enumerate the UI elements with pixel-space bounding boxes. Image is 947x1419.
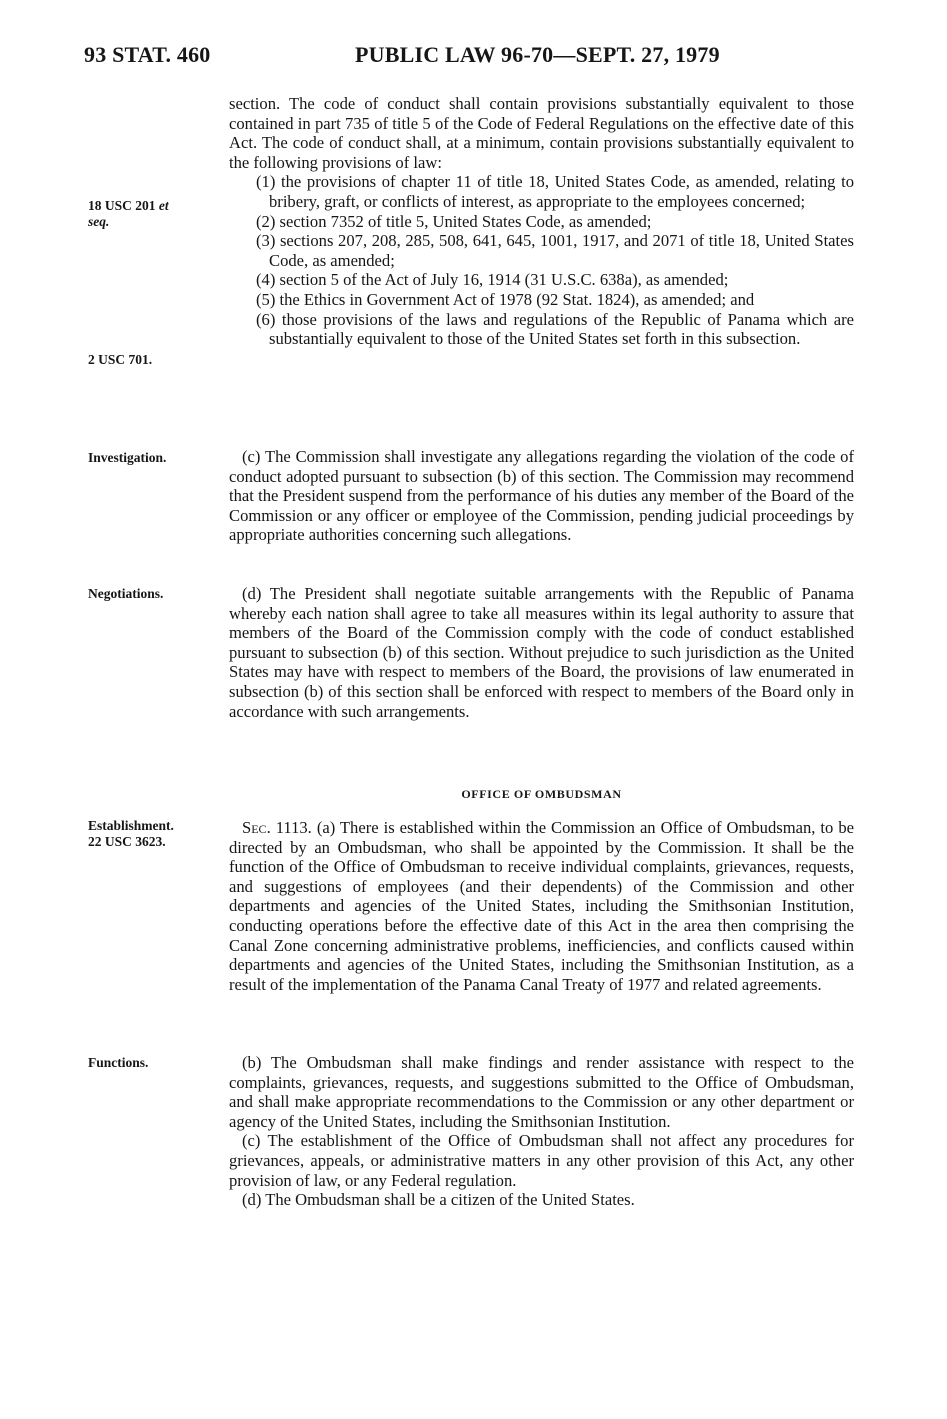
paragraph-section-1113-a — [229, 818, 854, 994]
section-1113-block — [229, 818, 854, 994]
margin-note-negotiations: Negotiations. — [88, 586, 164, 601]
subsection-d-block — [229, 584, 854, 721]
paragraph-intro: section. The code of conduct shall contain provisions substantially equivalent to those contained in part 735 of title 5 of the Code of Federal Regulations on the effective date of this Act. The code of conduct shall, at a minimum, contain provisions substantially equivalent to the following provisions of law: — [229, 94, 854, 172]
margin-note-text: seq. — [88, 214, 110, 229]
code-of-conduct-block — [229, 94, 854, 349]
list-item: (5) the Ethics in Government Act of 1978 (92 Stat. 1824), as amended; and — [256, 289, 755, 309]
margin-note-text: Establishment. — [88, 818, 174, 833]
margin-note-text: 22 USC 3623. — [88, 834, 166, 849]
margin-note-text: et — [158, 198, 169, 213]
page-reference: 93 STAT. 460 — [84, 42, 211, 67]
margin-note-2-usc-701: 2 USC 701. — [88, 352, 153, 367]
list-item: (6) those provisions of the laws and regulations of the Republic of Panama which are substantially equivalent to those of the United States set forth in this subsection. — [256, 309, 854, 349]
subsection-c-block — [229, 447, 854, 545]
paragraph-subsection-c: (c) The Commission shall investigate any allegations regarding the violation of the code of conduct adopted pursuant to subsection (b) of this section. The Commission may recommend that the President suspend from the performance of his duties any member of the Board of the Commission or any officer or employee of the Commission, pending judicial proceedings by appropriate authorities concerning such allegations. — [229, 447, 854, 545]
margin-note-text: 18 USC 201 — [88, 198, 156, 213]
section-text: 1113. (a) There is established within the Commission an Office of Ombudsman, to be directed by an Ombudsman, who shall be appointed by the Commission. It shall be the function of the Office of Ombudsman to receive individual complaints, grievances, requests, and suggestions of employees (and their dependents) of the Commission and other departments and agencies of the United States, including the Smithsonian Institution, conducting operations before the effective date of this Act in the area then comprising the Canal Zone concerning administrative problems, inefficiencies, and conflicts caused within departments and agencies of the United States, including the Smithsonian Institution, as a result of the implementation of the Panama Canal Treaty of 1977 and related agreements. — [229, 818, 854, 994]
margin-note-investigation: Investigation. — [88, 450, 167, 465]
list-item: (2) section 7352 of title 5, United States Code, as amended; — [256, 211, 652, 231]
ombudsman-subsections-block — [229, 1053, 854, 1210]
paragraph-subsection-d: (d) The President shall negotiate suitable arrangements with the Republic of Panama whereby each nation shall agree to take all measures within its legal authority to assure that members of the Board of the Commission comply with the code of conduct established pursuant to subsection (b) of this section. Without prejudice to such jurisdiction as the United States may have with respect to members of the Board, the provisions of law enumerated in subsection (b) of this section shall be enforced with respect to members of the Board only in accordance with such arrangements. — [229, 584, 854, 721]
page-title: PUBLIC LAW 96-70—SEPT. 27, 1979 — [355, 42, 720, 67]
paragraph-subsection-d: (d) The Ombudsman shall be a citizen of the United States. — [242, 1190, 635, 1210]
list-item: (1) the provisions of chapter 11 of title 18, United States Code, as amended, relating to bribery, graft, or conflicts of interest, as appropriate to the employees concerned; — [256, 172, 854, 211]
paragraph-subsection-c: (c) The establishment of the Office of Ombudsman shall not affect any procedures for grievances, appeals, or administrative matters in any other provision of this Act, any other provision of law, or any Federal regulation. — [229, 1131, 854, 1190]
section-heading: OFFICE OF OMBUDSMAN — [461, 787, 622, 801]
margin-note-functions: Functions. — [88, 1055, 149, 1070]
margin-note-18-usc-201 — [88, 198, 169, 230]
paragraph-subsection-b: (b) The Ombudsman shall make findings and render assistance with respect to the complaints, grievances, requests, and suggestions submitted to the Office of Ombudsman, and shall make appropriate recommendations to the Commission or any other department or agency of the United States, including the Smithsonian Institution. — [229, 1053, 854, 1131]
list-item: (3) sections 207, 208, 285, 508, 641, 645, 1001, 1917, and 2071 of title 18, United States Code, as amended; — [256, 231, 854, 270]
section-label: Sec. — [242, 818, 271, 837]
list-item: (4) section 5 of the Act of July 16, 1914 (31 U.S.C. 638a), as amended; — [256, 270, 729, 290]
margin-note-establishment — [88, 818, 174, 850]
